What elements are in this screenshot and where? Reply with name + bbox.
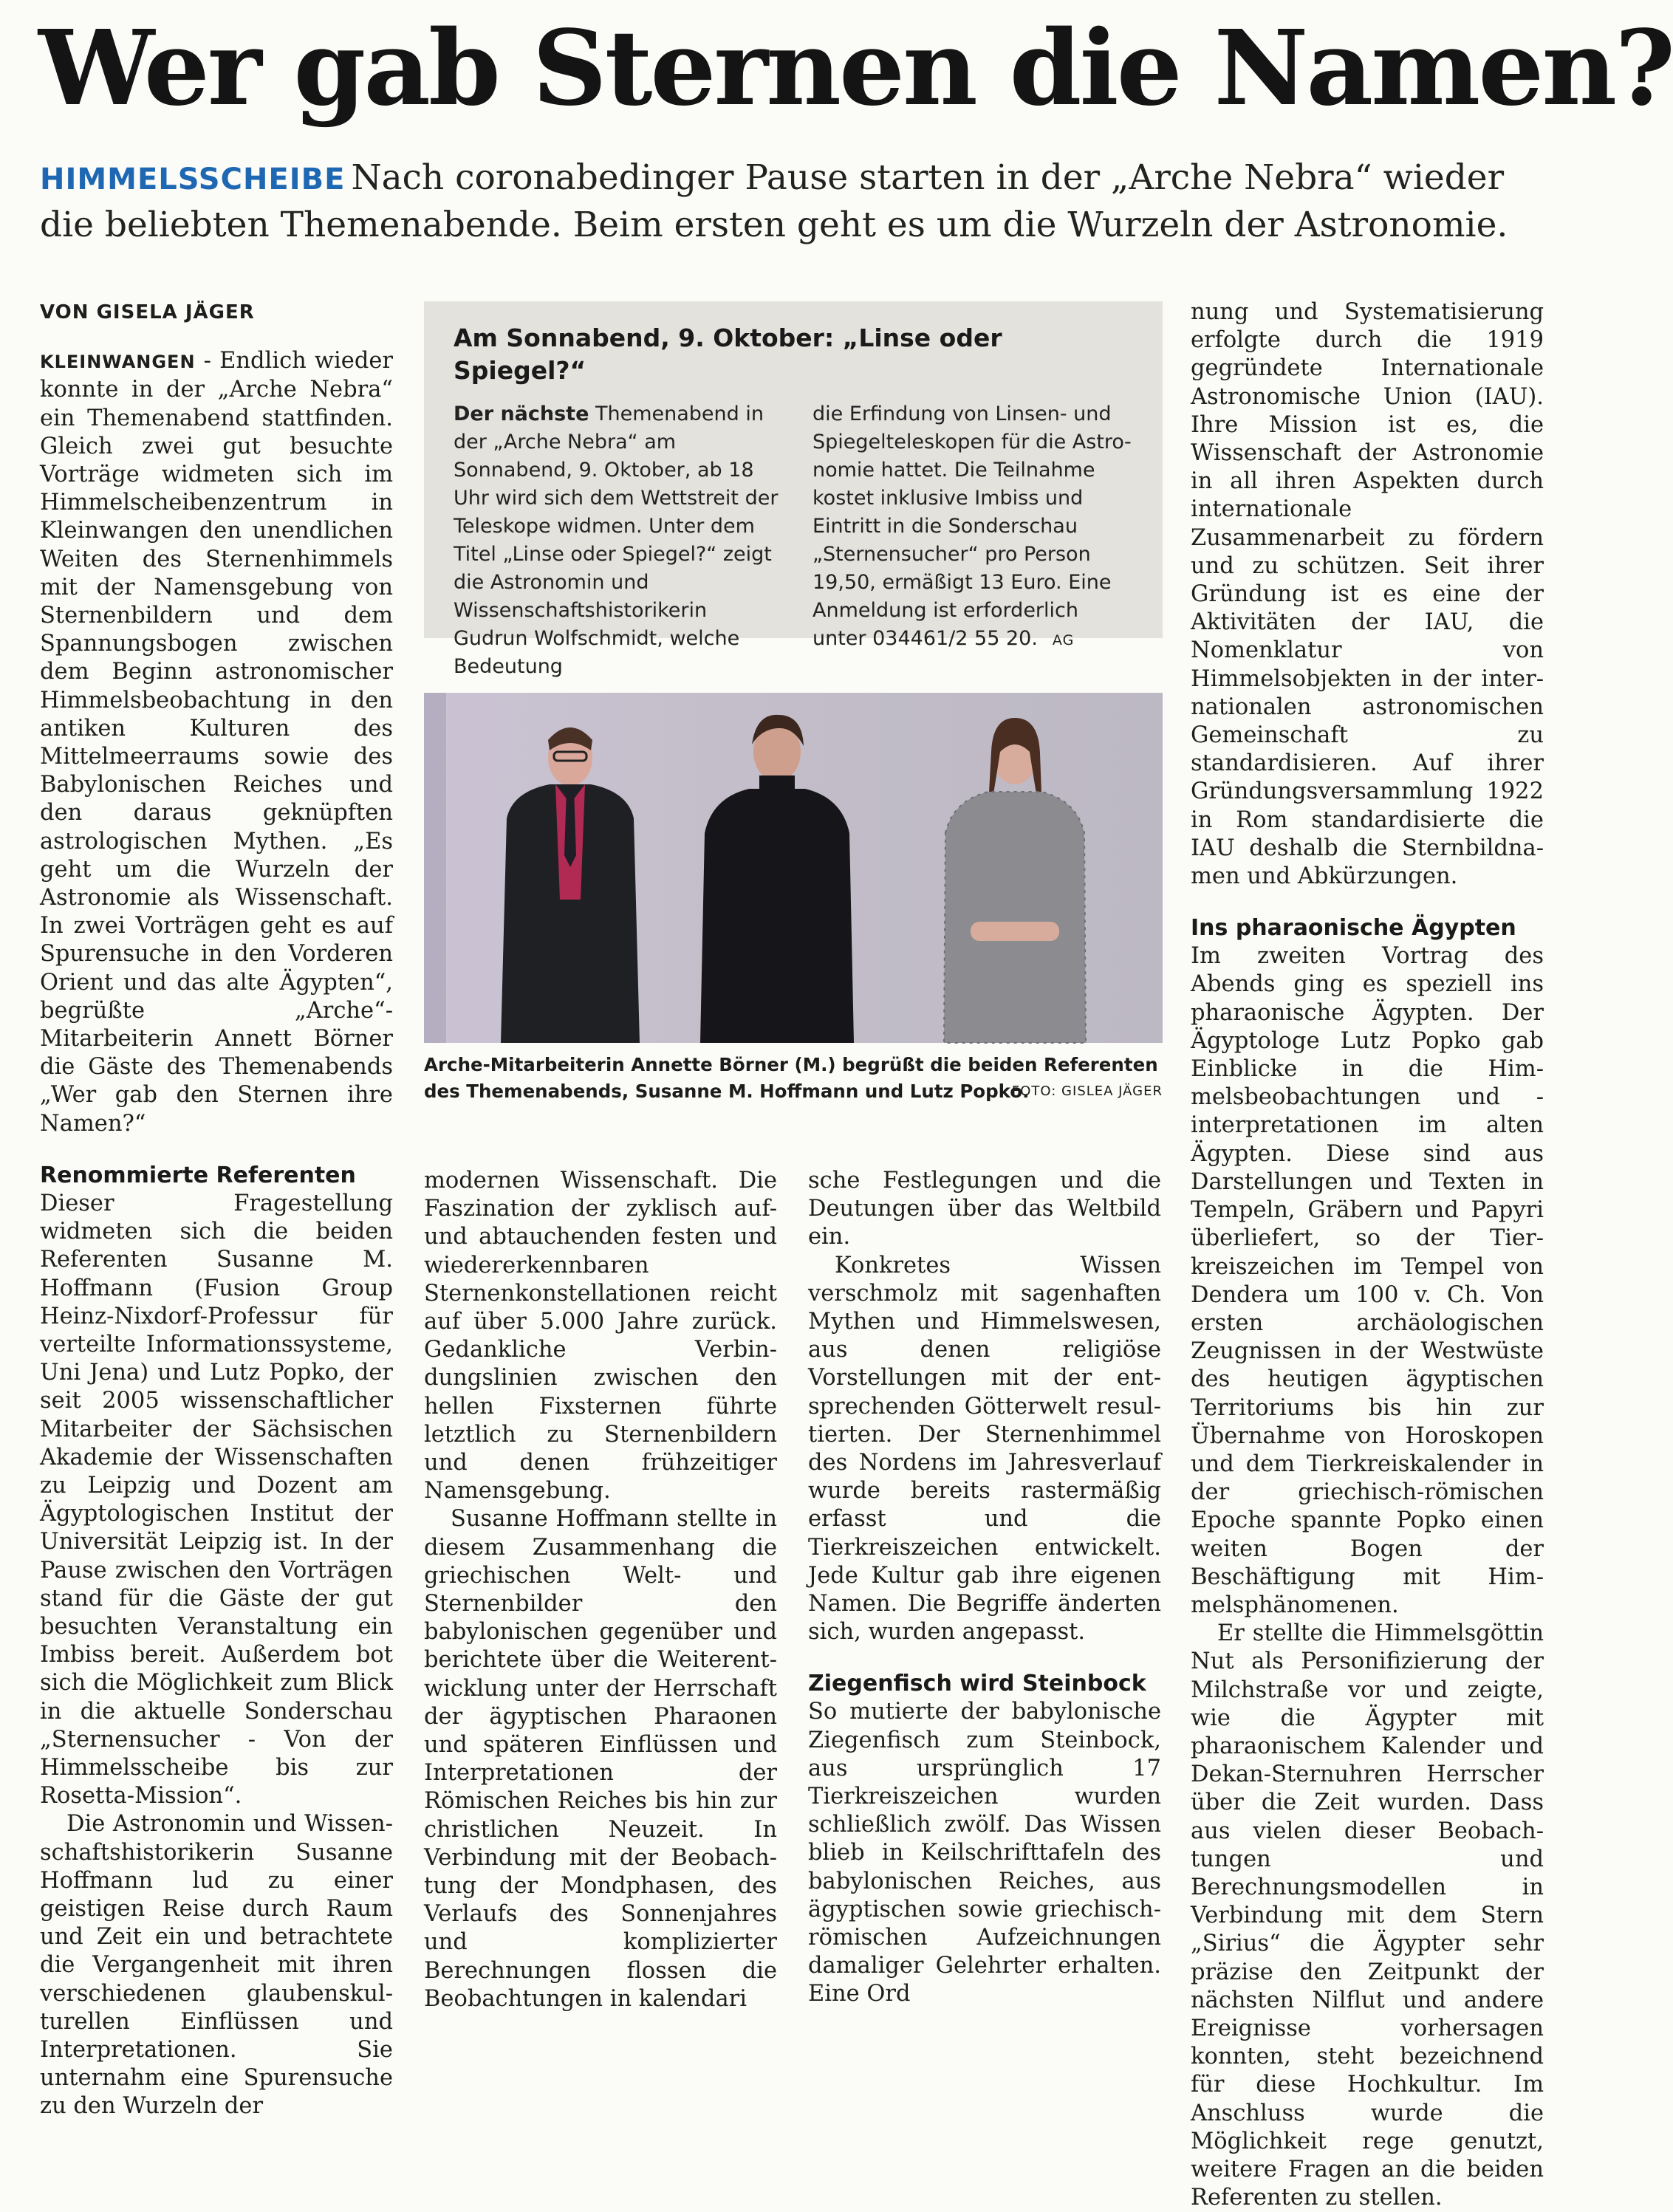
photo-credit: FOTO: GISLEA JÄGER: [1011, 1083, 1163, 1099]
subhead-pharaonisches-aegypten: Ins pharaonische Ägypten: [1191, 915, 1516, 942]
info-box-signature: AG: [1052, 632, 1075, 648]
col3-paragraph-3: So mutierte der babylonische Ziegenfisch zum Steinbock, aus ursprünglich 17 Tierkreiszeichen wurden schließlich zwölf. Das Wissen blieb in Keilschrifttafeln des babylonischen Reiches, aus ägyptischen sowie griechisch-römischen Aufzeichnungen damaliger Gelehrter erhalten. Eine Ord: [808, 1699, 1161, 2007]
photo-caption: [424, 1052, 1163, 1105]
deck: [40, 155, 1532, 248]
info-box-left-text: Themenabend in der „Arche Nebra“ am Sonnabend, 9. Oktober, ab 18 Uhr wird sich dem Wettstreit der Teleskope widmen. Unter dem Titel „Linse oder Spiegel?“ zeigt die Astronomin und Wissenschaftshistorikerin Gudrun Wolfschmidt, welche Bedeutung: [454, 403, 779, 678]
column-3: [808, 1167, 1161, 2009]
column-4: [1191, 298, 1544, 2212]
byline: VON GISELA JÄGER: [40, 301, 255, 323]
subhead-renommierte-referenten: Renommierte Referenten: [40, 1162, 356, 1188]
col1-paragraph-1: [40, 347, 393, 1138]
photo: [424, 693, 1163, 1043]
deck-line-2: die beliebten Themenabende. Beim ersten geht es um die Wurzeln der Astronomie.: [40, 205, 1508, 245]
col2-paragraph-1: modernen Wissenschaft. Die Faszination der zyklisch auf- und abtauchenden festen und wiedererkennbaren Sternenkonstellationen reicht auf über 5.000 Jahre zurück. Gedankliche Verbindungslinien zwischen den hellen Fixsternen führte letztlich zu Sternenbildern und denen frühzeitiger Namensgebung.: [424, 1168, 777, 1504]
col4-paragraph-1: nung und Systematisierung erfolgte durch die 1919 gegründete Internationale Astronomische Union (IAU). Ihre Mission ist es, die Wissenschaft der Astronomie in all ihren Aspekten durch internationale Zusammenarbeit zu fördern und zu schützen. Seit ihrer Gründung ist es eine der Aktivitäten der IAU, die Nomenklatur von Himmelsobjekten in der internationalen astronomischen Gemeinschaft zu standardisieren. Auf ihrer Gründungsversammlung 1922 in Rom standardisierte die IAU deshalb die Sternbildnamen und Abkürzungen.: [1191, 299, 1544, 890]
col3-paragraph-1: sche Festlegungen und die Deutungen über das Weltbild ein.: [808, 1168, 1161, 1250]
info-box-title: Am Sonnabend, 9. Oktober: „Linse oder Spiegel?“: [454, 323, 1002, 385]
col4-paragraph-3: Er stellte die Himmelsgöttin Nut als Personifizierung der Milchstraße vor und zeigte, wie die Ägypter mit pharaonischem Kalender und Dekan-Sternuhren Herrscher über die Zeit wurden. Dass aus vielen dieser Beobachtungen und Berechnungsmodellen in Verbindung mit dem Stern „Sirius“ die Ägypter sehr präzise den Zeitpunkt der nächsten Nilflut und andere Ereignisse vorhersagen konnten, steht bezeichnend für diese Hochkultur. Im Anschluss wurde die Möglichkeit rege genutzt, weitere Fragen an die beiden Referenten zu stellen.: [1191, 1620, 1544, 2211]
column-1: [40, 298, 393, 2121]
photo-caption-text: Arche-Mitarbeiterin Annette Börner (M.) begrüßt die beiden Referenten des Themenabends, Susanne M. Hoffmann und Lutz Popko.: [424, 1054, 1158, 1102]
col1-paragraph-1-text: - Endlich wieder konnte in der „Arche Nebra“ ein Themenabend stattfinden. Gleich zwei gut besuchte Vorträge widmeten sich im Himmelscheibenzentrum in Kleinwangen den unendlichen Weiten des Sternenhimmels mit der Namensgebung von Sternenbildern und dem Spannungsbogen zwischen dem Beginn astronomischer Himmelsbeobachtung in den antiken Kulturen des Mittelmeerraums sowie des Babylonischen Reiches und den daraus geknüpften astrologischen Mythen. „Es geht um die Wurzeln der Astronomie als Wissenschaft. In zwei Vorträgen geht es auf Spurensuche in den Vorderen Orient und das alte Ägypten“, begrüßte „Arche“-Mitarbeiterin Annett Börner die Gäste des Themenabends „Wer gab den Sternen ihre Namen?“: [40, 348, 393, 1137]
dateline: KLEINWANGEN: [40, 352, 196, 373]
col1-paragraph-2: Dieser Fragestellung widmeten sich die beiden Referenten Susanne M. Hoffmann (Fusion Group Heinz-Nixdorf-Professur für verteilte Informationssysteme, Uni Jena) und Lutz Popko, der seit 2005 wissenschaftlicher Mitarbeiter der Sächsischen Akademie der Wissenschaften zu Leipzig und Dozent am Ägyptologischen Institut der Universität Leipzig ist. In der Pause zwischen den Vorträgen stand für die Gäste der gut besuchten Veranstaltung ein Imbiss bereit. Außerdem bot sich die Möglichkeit zum Blick in die aktuelle Sonderschau „Sternensucher - Von der Himmelsscheibe bis zur Rosetta-Mission“.: [40, 1190, 393, 1809]
col2-paragraph-2: Susanne Hoffmann stellte in diesem Zusammenhang die griechischen Welt- und Sternenbilder den babylonischen gegenüber und berichtete über die Weiterentwicklung unter der Herrschaft der ägyptischen Pharaonen und späteren Einflüssen und Interpretationen der Römischen Reiches bis hin zur christlichen Neuzeit. In Verbindung mit der Beobachtung der Mondphasen, des Verlaufs des Sonnenjahres und komplizierter Berechnungen flossen die Beobachtungen in kalendari: [424, 1506, 777, 2012]
info-box: [424, 301, 1163, 678]
col4-paragraph-2: Im zweiten Vortrag des Abends ging es speziell ins pharaonische Ägypten. Der Ägyptologe Lutz Popko gab Einblicke in die Himmelsbeobachtungen und -interpretationen im alten Ägypten. Diese sind aus Darstellungen und Texten in Tempeln, Gräbern und Papyri überliefert, so der Tierkreiszeichen im Tempel von Dendera um 100 v. Ch. Von ersten archäologischen Zeugnissen in der Westwüste des heutigen ägyptischen Territoriums bis hin zur Übernahme von Horoskopen und dem Tierkreiskalender in der griechisch-römischen Epoche spannte Popko einen weiten Bogen der Beschäftigung mit Himmelsphänomenen.: [1191, 943, 1544, 1618]
deck-line-1: Nach coronabedinger Pause starten in der „Arche Nebra“ wieder: [351, 157, 1505, 198]
info-box-lead: Der nächste: [454, 403, 589, 425]
info-box-right-text: die Erfindung von Linsen- und Spiegelteleskopen für die Astronomie hattet. Die Teilnahme kostet inklusive Imbiss und Eintritt in die Sonderschau „Sternensucher“ pro Person 19,50, ermäßigt 13 Euro. Eine Anmeldung ist erforderlich unter 034461/2 55 20.: [812, 403, 1132, 650]
subhead-ziegenfisch: Ziegenfisch wird Steinbock: [808, 1671, 1146, 1697]
info-box-right: [812, 400, 1137, 681]
column-2: [424, 1167, 777, 2013]
headline: Wer gab Sternen die Namen?: [38, 8, 1673, 129]
photo-illustration: [424, 693, 1163, 1043]
col3-paragraph-2: Konkretes Wissen verschmolz mit sagenhaften Mythen und Himmelswesen, aus denen religiöse Vorstellungen mit der entsprechenden Götterwelt resultierten. Der Sternenhimmel des Nordens im Jahresverlauf wurde bereits rastermäßig erfasst und die Tierkreiszeichen entwickelt. Jede Kultur gab ihre eigenen Namen. Die Begriffe änderten sich, wurden angepasst.: [808, 1252, 1161, 1646]
info-box-left: [454, 400, 779, 681]
col1-paragraph-3: Die Astronomin und Wissenschaftshistorikerin Susanne Hoffmann lud zu einer geistigen Reise durch Raum und Zeit ein und betrachtete die Vergangenheit mit ihren verschiedenen glaubenskulturellen Einflüssen und Interpretationen. Sie unternahm eine Spurensuche zu den Wurzeln der: [40, 1811, 393, 2120]
deck-kicker: HIMMELSSCHEIBE: [40, 162, 346, 196]
